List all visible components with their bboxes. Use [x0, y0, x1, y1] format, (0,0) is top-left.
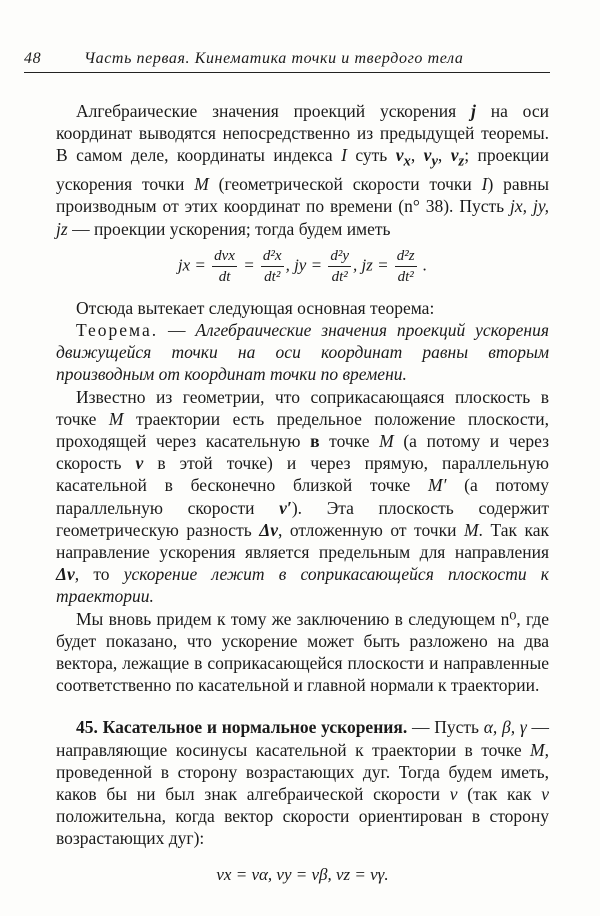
- page-number: 48: [24, 50, 42, 67]
- theorem: Теорема. — Алгебраические значения проекций ускорения движущейся точки на оси координат равны вторым производным от координат точки по времени.: [56, 319, 549, 385]
- paragraph-3: Известно из геометрии, что соприкасающаяся плоскость в точке M траектории есть предельное положение плоскости, проходящей через касательную в точке M (а потому и через скорость v в этой точке) и через прямую, параллельную касательной в бесконечно близкой точке M′ (а потому параллельную скорости v′). Эта плоскость содержит геометрическую разность Δv, отложенную от точки M. Так как направление ускорения является предельным для направления Δv, то ускорение лежит в соприкасающейся плоскости к траектории.: [56, 386, 549, 607]
- paragraph-2: Отсюда вытекает следующая основная теорема:: [76, 297, 435, 318]
- paragraph-1: Алгебраические значения проекций ускорения j на оси координат выводятся непосредственно из предыдущей теоремы. В самом деле, координаты индекса I суть $v_x$, $v_y$, $v_z$; проекции ускорения точки M (геометрической скорости точки I) равны производным от этих координат по времени (n° 38). Пусть jx, jy, jz — проекции ускорения; тогда будем иметь: [56, 101, 550, 239]
- formula-velocity-components: vx = vα, vy = vβ, vz = vγ.: [216, 864, 389, 884]
- text-body: [56, 100, 549, 886]
- paragraph-4: Мы вновь придем к тому же заключению в следующем n⁰, где будет показано, что ускорение может быть разложено на два вектора, лежащие в соприкасающейся плоскости и направленные соответственно по касательной и главной нормали к траектории.: [56, 608, 549, 696]
- section-45: 45. Касательное и нормальное ускорения. — Пусть α, β, γ — направляющие косинусы касательной к траектории в точке M, проведенной в сторону возрастающих дуг. Тогда будем иметь, каков бы ни был знак алгебраической скорости v (так как v положительна, когда вектор скорости ориентирован в сторону возрастающих дуг):: [56, 717, 550, 849]
- section-45-title: 45. Касательное и нормальное ускорения.: [76, 717, 408, 738]
- formula-acceleration-projections: jx = $\frac{\text{dvx}}{dt}$ = $\frac{\text{d²x}}{\text{dt²}}$ , jy = $\frac{\text{d²y}}{\text{dt²}}$ , jz = $\frac{\text{d²z}}{\text{dt²}}$ .: [177, 247, 428, 285]
- running-header: [24, 50, 550, 73]
- running-title: Часть первая. Кинематика точки и твердого тела: [84, 50, 464, 67]
